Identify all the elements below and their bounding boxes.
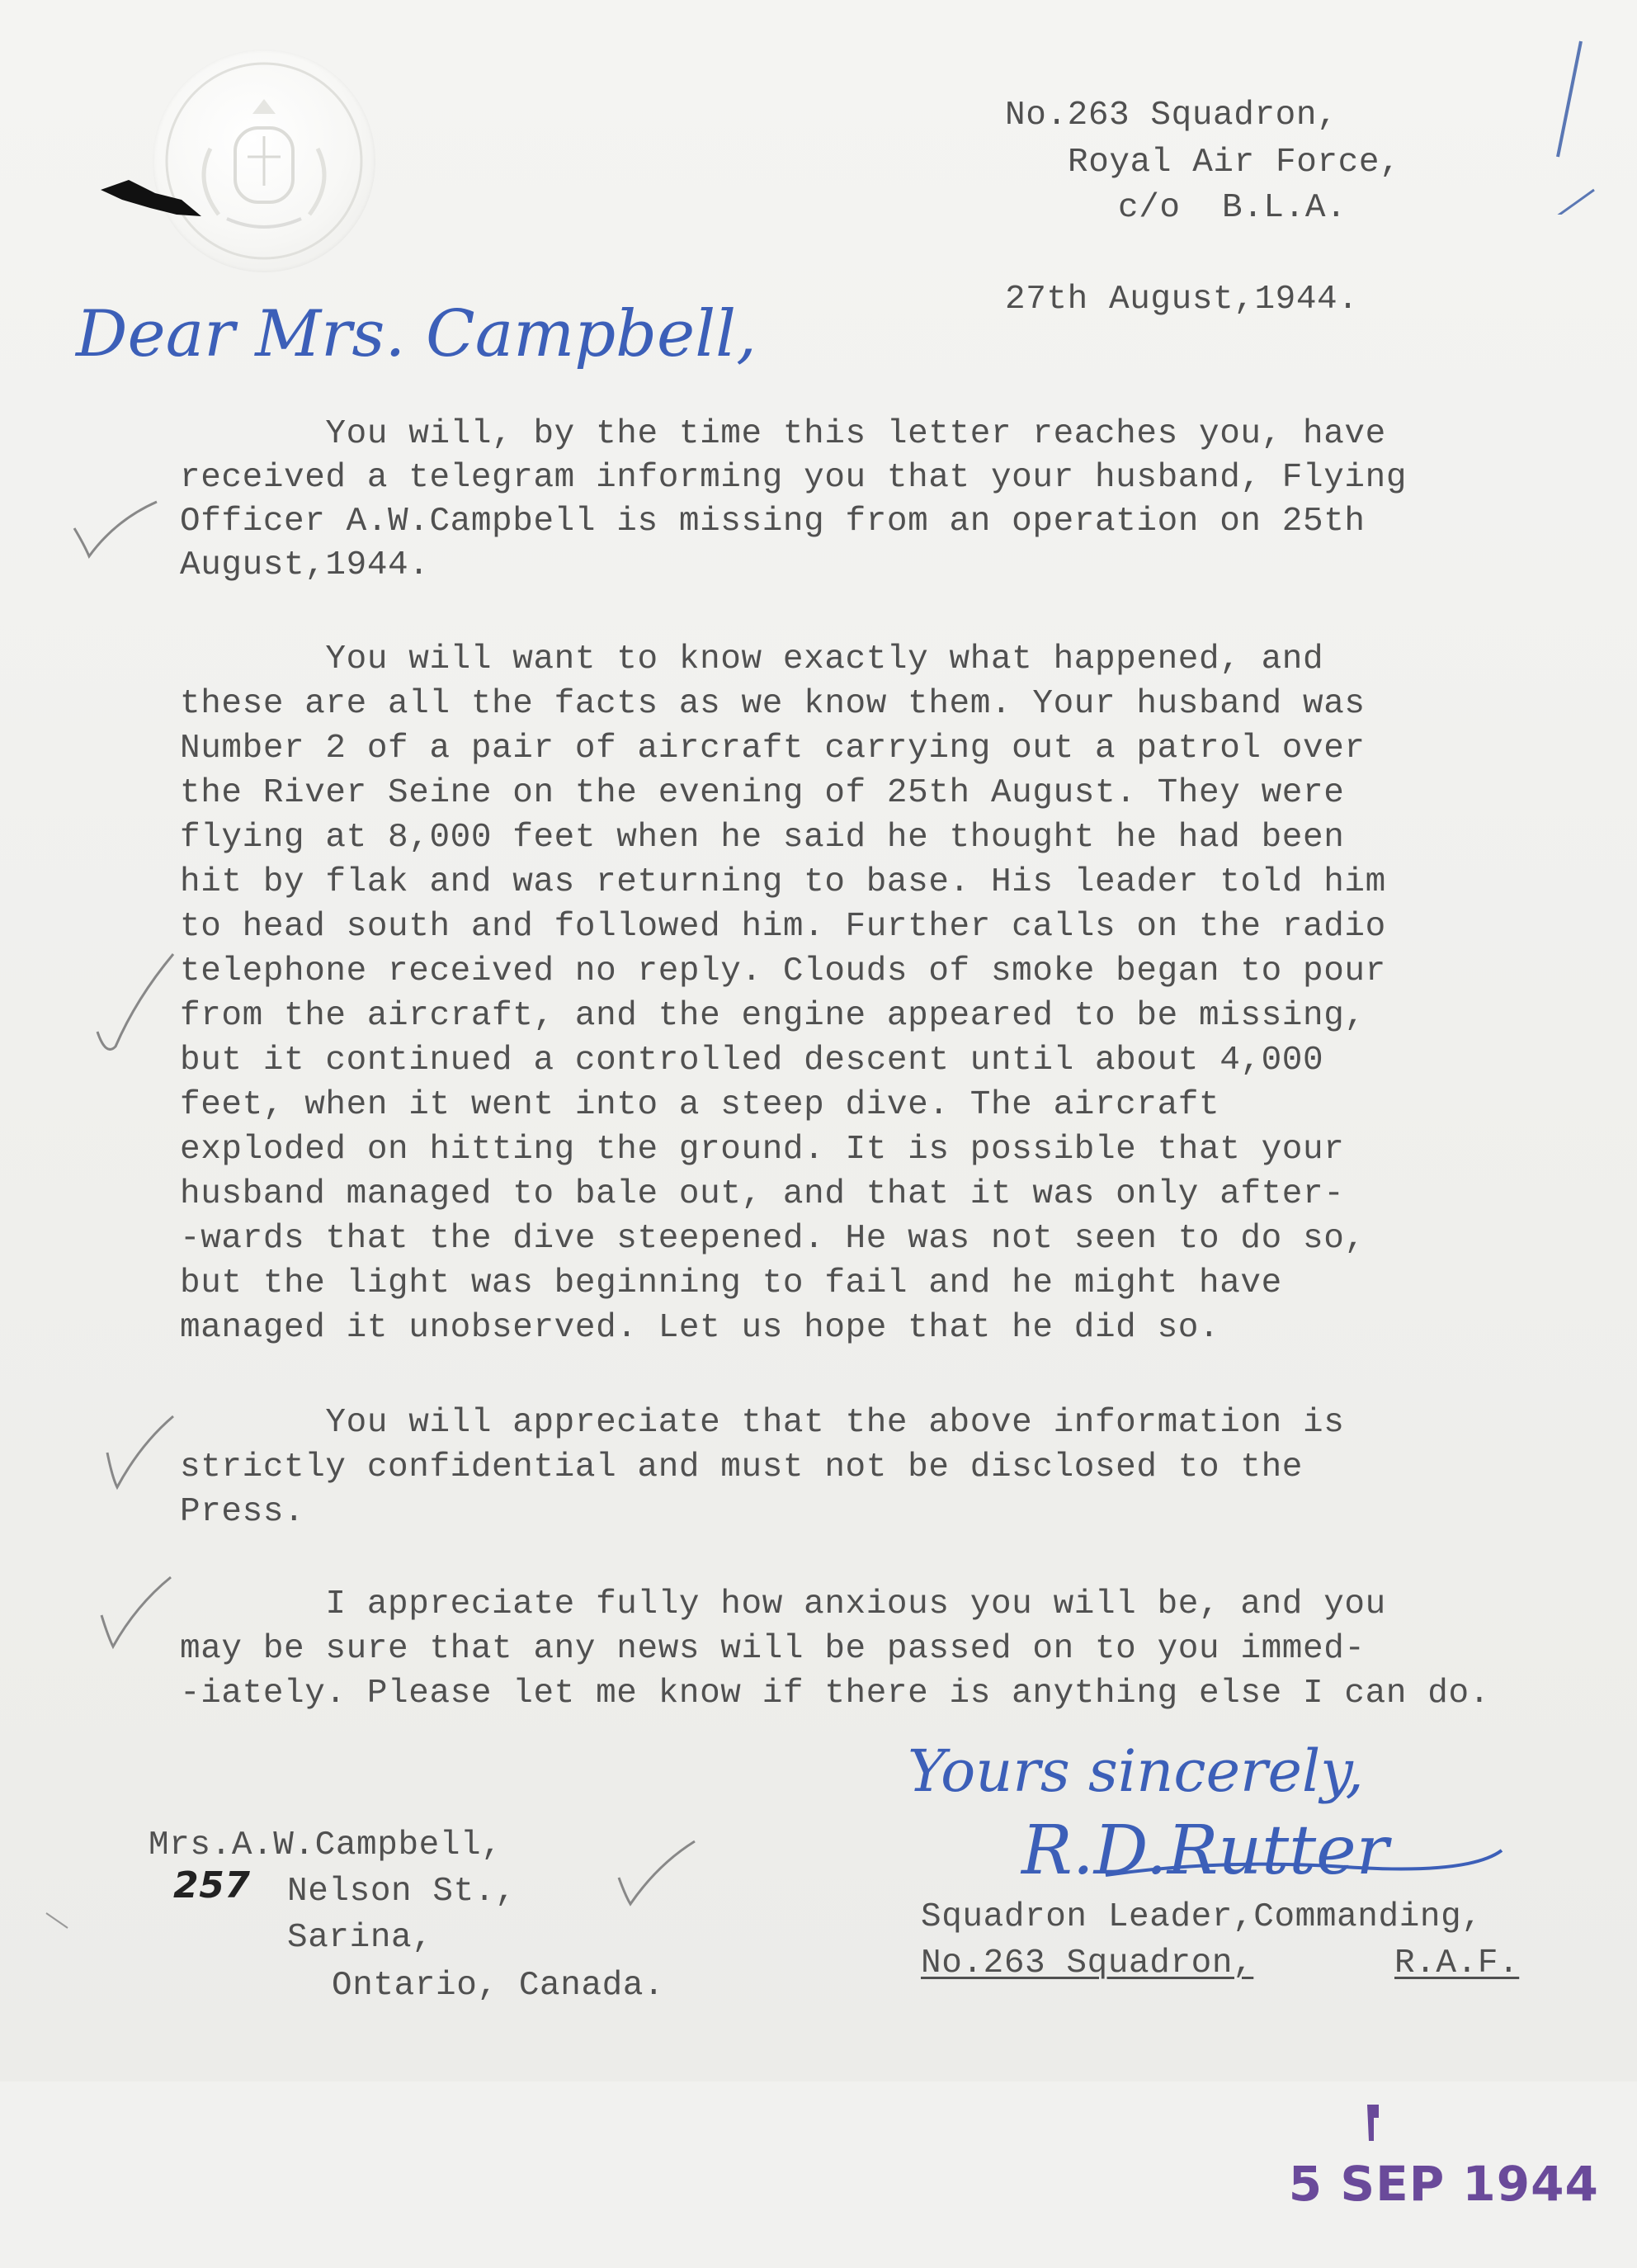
paragraph-1-line-3: Officer A.W.Campbell is missing from an operation on 25th xyxy=(180,503,1366,541)
paragraph-2-line-13: husband managed to bale out, and that it was only after- xyxy=(180,1175,1345,1213)
torn-hole-mark xyxy=(97,175,205,223)
paragraph-2-line-8: telephone received no reply. Clouds of smoke began to pour xyxy=(180,952,1386,990)
checkmark-icon xyxy=(95,1572,177,1651)
paragraph-3-line-3: Press. xyxy=(180,1493,305,1531)
received-date-stamp xyxy=(1191,1987,1599,2268)
checkmark-icon xyxy=(612,1836,703,1911)
signature-flourish xyxy=(1097,1842,1510,1892)
handwritten-signature: R.D.Rutter xyxy=(1021,1812,1389,1890)
sender-address-line-3: c/o B.L.A. xyxy=(1118,189,1347,227)
stamp-date-text: 5 SEP 1944 xyxy=(1288,2156,1599,2212)
paragraph-2-line-1: You will want to know exactly what happened, and xyxy=(180,640,1324,678)
signatory-unit: No.263 Squadron, xyxy=(921,1944,1254,1982)
letter-date: 27th August,1944. xyxy=(1005,281,1359,319)
paragraph-4-line-2: may be sure that any news will be passed on to you immed- xyxy=(180,1630,1366,1668)
paragraph-1-line-4: August,1944. xyxy=(180,546,430,584)
paragraph-2-line-10: but it continued a controlled descent until about 4,000 xyxy=(180,1042,1324,1080)
paragraph-2-line-3: Number 2 of a pair of aircraft carrying out a patrol over xyxy=(180,730,1366,768)
sender-address-line-1: No.263 Squadron, xyxy=(1005,97,1338,135)
paragraph-2-line-4: the River Seine on the evening of 25th August. They were xyxy=(180,774,1345,812)
checkmark-icon xyxy=(66,495,165,569)
margin-pencil-mark xyxy=(1526,33,1601,215)
paragraph-2-line-15: but the light was beginning to fail and he might have xyxy=(180,1264,1282,1302)
paragraph-4-line-3: -iately. Please let me know if there is anything else I can do. xyxy=(180,1675,1490,1713)
crest-emboss-icon xyxy=(153,50,375,272)
checkmark-icon xyxy=(91,949,182,1065)
paragraph-2-line-2: these are all the facts as we know them. Your husband was xyxy=(180,685,1366,723)
paragraph-2-line-12: exploded on hitting the ground. It is possible that your xyxy=(180,1131,1345,1169)
handwritten-closing: Yours sincerely, xyxy=(908,1737,1364,1805)
paragraph-2-line-6: hit by flak and was returning to base. His leader told him xyxy=(180,863,1386,901)
paragraph-2-line-7: to head south and followed him. Further calls on the radio xyxy=(180,908,1386,946)
checkmark-icon xyxy=(99,1411,182,1494)
paragraph-3-line-1: You will appreciate that the above information is xyxy=(180,1404,1345,1442)
paragraph-4-line-1: I appreciate fully how anxious you will be, and you xyxy=(180,1585,1386,1623)
sender-address-line-2: Royal Air Force, xyxy=(1068,144,1401,182)
paragraph-1-line-1: You will, by the time this letter reaches you, have xyxy=(180,415,1386,453)
recipient-street: Nelson St., xyxy=(287,1873,517,1911)
signatory-service: R.A.F. xyxy=(1394,1944,1520,1982)
stamp-arrow-icon xyxy=(1261,2044,1276,2212)
paragraph-2-line-9: from the aircraft, and the engine appeared to be missing, xyxy=(180,997,1366,1035)
recipient-town: Sarina, xyxy=(287,1919,433,1957)
embossed-royal-crest xyxy=(153,50,375,272)
paragraph-2-line-5: flying at 8,000 feet when he said he thought he had been xyxy=(180,819,1345,857)
recipient-province: Ontario, Canada. xyxy=(332,1967,665,2005)
handwritten-house-number: 257 xyxy=(173,1864,251,1907)
paragraph-1-line-2: received a telegram informing you that your husband, Flying xyxy=(180,459,1408,497)
paragraph-2-line-11: feet, when it went into a steep dive. The aircraft xyxy=(180,1086,1220,1124)
paragraph-3-line-2: strictly confidential and must not be disclosed to the xyxy=(180,1448,1304,1486)
paragraph-2-line-16: managed it unobserved. Let us hope that he did so. xyxy=(180,1309,1220,1347)
margin-tick-mark xyxy=(43,1908,76,1933)
signatory-title: Squadron Leader,Commanding, xyxy=(921,1898,1483,1936)
paragraph-2-line-14: -wards that the dive steepened. He was not seen to do so, xyxy=(180,1220,1366,1258)
recipient-name: Mrs.A.W.Campbell, xyxy=(149,1826,502,1864)
handwritten-salutation: Dear Mrs. Campbell, xyxy=(76,297,757,371)
